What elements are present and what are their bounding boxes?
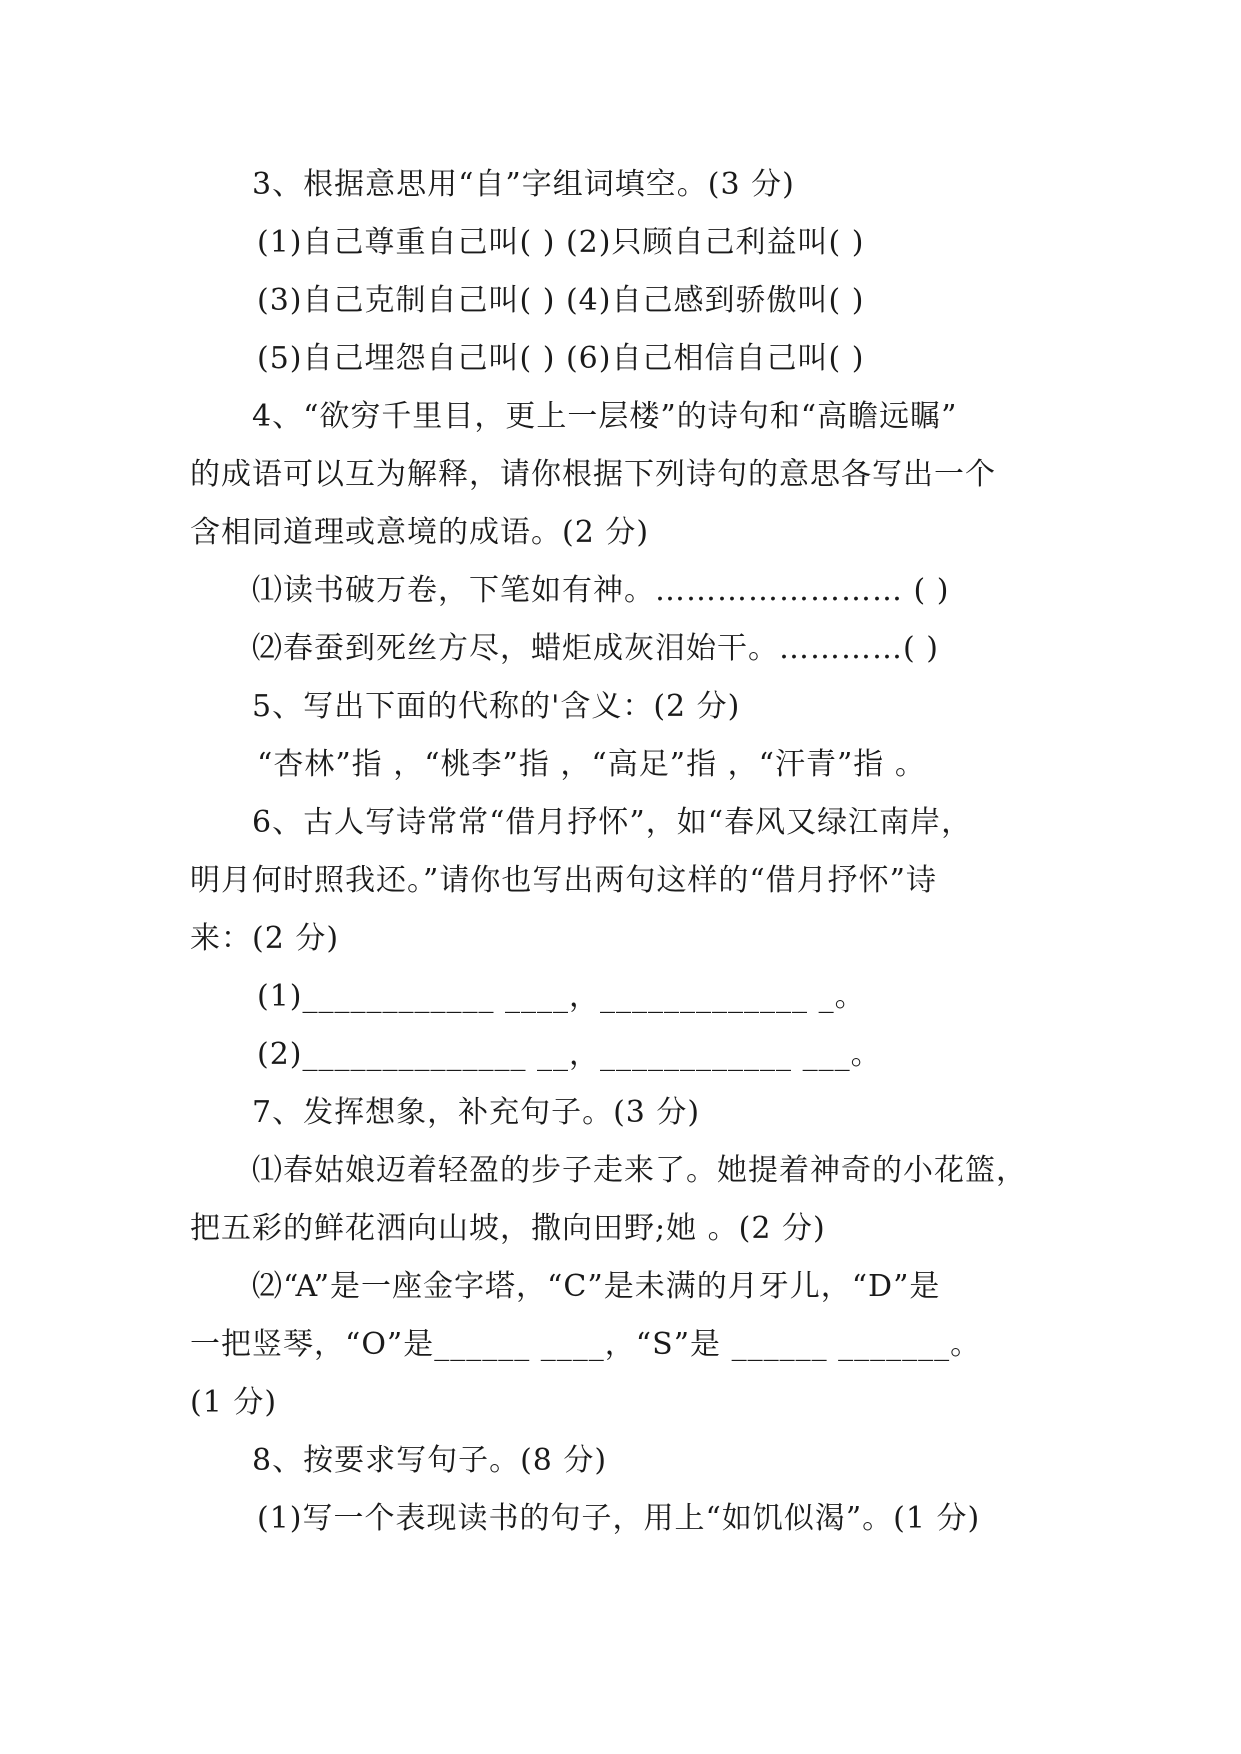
q5-heading: 5、写出下面的代称的'含义：(2 分)	[252, 689, 741, 724]
q7-item-2-cont: 一把竖琴，“O”是______ ____，“S”是 ______ _______。	[190, 1327, 982, 1362]
q6-blank-2: (2)______________ __，____________ ___。	[257, 1037, 882, 1072]
q3-heading: 3、根据意思用“自”字组词填空。(3 分)	[252, 167, 795, 202]
q4-body-line-2: 的成语可以互为解释，请你根据下列诗句的意思各写出一个	[190, 457, 996, 492]
q3-row-2: (3)自己克制自己叫( ) (4)自己感到骄傲叫( )	[257, 283, 865, 318]
q6-heading: 6、古人写诗常常“借月抒怀”，如“春风又绿江南岸，	[252, 805, 973, 840]
q5-body: “杏林”指 ，“桃李”指 ，“高足”指 ，“汗青”指 。	[257, 747, 926, 782]
q7-heading: 7、发挥想象，补充句子。(3 分)	[252, 1095, 701, 1130]
q4-item-1: ⑴读书破万卷，下笔如有神。…………………… ( )	[252, 573, 950, 608]
q8-item-1: (1)写一个表现读书的句子，用上“如饥似渴”。(1 分)	[257, 1501, 981, 1536]
q6-body-line-3: 来：(2 分)	[190, 921, 340, 956]
q3-row-3: (5)自己埋怨自己叫( ) (6)自己相信自己叫( )	[257, 341, 865, 376]
q4-item-2: ⑵春蚕到死丝方尽，蜡炬成灰泪始干。…………( )	[252, 631, 939, 666]
q6-blank-1: (1)____________ ____，_____________ _。	[257, 979, 866, 1014]
q3-row-1: (1)自己尊重自己叫( ) (2)只顾自己利益叫( )	[257, 225, 865, 260]
q4-body-line-3: 含相同道理或意境的成语。(2 分)	[190, 515, 650, 550]
q7-item-2: ⑵“A”是一座金字塔，“C”是未满的月牙儿，“D”是	[252, 1269, 941, 1304]
q7-item-2-score: (1 分)	[190, 1385, 278, 1420]
q7-item-1: ⑴春姑娘迈着轻盈的步子走来了。她提着神奇的小花篮，	[252, 1153, 1027, 1188]
q7-item-1-cont: 把五彩的鲜花洒向山坡，撒向田野;她 。(2 分)	[190, 1211, 826, 1246]
q6-body-line-2: 明月何时照我还。”请你也写出两句这样的“借月抒怀”诗	[190, 863, 938, 898]
q8-heading: 8、按要求写句子。(8 分)	[252, 1443, 608, 1478]
q4-heading: 4、“欲穷千里目，更上一层楼”的诗句和“高瞻远瞩”	[252, 399, 958, 434]
